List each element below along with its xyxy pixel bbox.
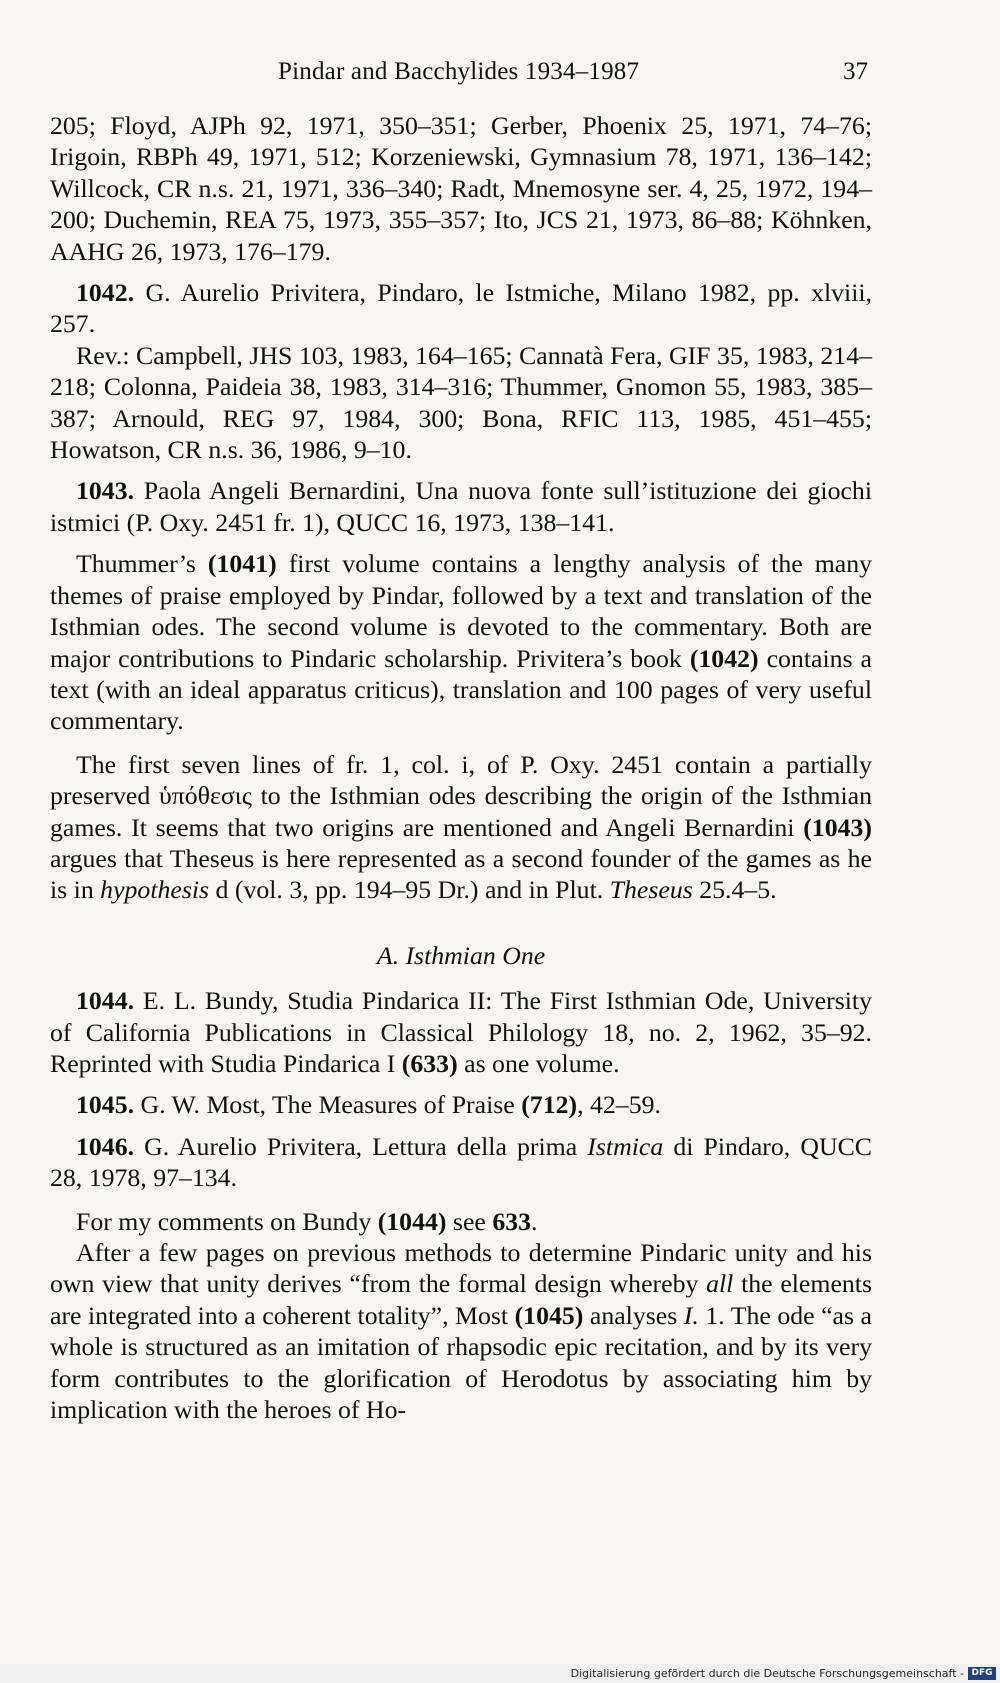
text-run: After a few pages on previous methods to determine Pindaric unity and his own view that unity derives “from the formal design whereby — [50, 1238, 872, 1299]
running-header — [50, 58, 868, 92]
text-run: 1. The ode “as a whole is structured as an imitation of rhapsodic epic recitation, and by its very form contributes to the glorification of Herodotus by associating him by implication with the heroes of Ho- — [50, 1300, 873, 1425]
paragraph-pap-oxy — [50, 749, 872, 906]
cross-reference: 633 — [492, 1206, 532, 1236]
text-run: For my comments on Bundy — [76, 1206, 378, 1236]
entry-1046 — [50, 1131, 872, 1194]
italic-run: Istmica — [587, 1131, 664, 1161]
italic-run: I. — [683, 1300, 699, 1330]
entry-1042-reviews: Rev.: Campbell, JHS 103, 1983, 164–165; Cannatà Fera, GIF 35, 1983, 214–218; Colonna, Paideia 38, 1983, 314–316; Thummer, Gnomon 55, 1983, 385–387; Arnould, REG 97, 1984, 300; Bona, RFIC 113, 1985, 451–455; Howatson, CR n.s. 36, 1986, 9–10. — [50, 340, 872, 465]
entry-1045 — [50, 1089, 872, 1120]
italic-run: all — [706, 1269, 734, 1299]
text-run: E. L. Bundy, Studia Pindarica II: The First Isthmian Ode, University of California Publications in Classical Philology 18, no. 2, 1962, 35–92. Reprinted with Studia Pindarica I — [50, 986, 872, 1078]
text-run: analyses — [583, 1300, 684, 1330]
cross-reference: (712) — [521, 1090, 578, 1120]
cross-reference: (1045) — [514, 1300, 584, 1330]
cross-reference: (1041) — [207, 549, 277, 579]
italic-run: hypothesis — [100, 875, 210, 905]
dfg-logo: DFG — [968, 1667, 996, 1680]
text-run: see — [446, 1206, 493, 1236]
text-run: G. W. Most, The Measures of Praise — [140, 1090, 522, 1120]
paragraph-most-unity — [50, 1237, 872, 1425]
entry-number: 1045. — [76, 1090, 135, 1120]
entry-1041-continuation: 205; Floyd, AJPh 92, 1971, 350–351; Gerber, Phoenix 25, 1971, 74–76; Irigoin, RBPh 49, 1971, 512; Korzeniewski, Gymnasium 78, 1971, 136–142; Willcock, CR n.s. 21, 1971, 336–340; Radt, Mnemosyne ser. 4, 25, 1972, 194–200; Duchemin, REA 75, 1973, 355–357; Ito, JCS 21, 1973, 86–88; Köhnken, AAHG 26, 1973, 176–179. — [50, 111, 872, 266]
cross-reference: (1042) — [689, 643, 759, 673]
paragraph-thummer-privitera — [50, 548, 872, 736]
cross-reference: (633) — [401, 1048, 458, 1078]
entry-text: G. Aurelio Privitera, Pindaro, le Istmiche, Milano 1982, pp. xlviii, 257. — [50, 278, 872, 339]
entry-number: 1046. — [76, 1131, 135, 1161]
text-run: the elements are integrated into a coherent totality”, Most — [50, 1269, 873, 1330]
entry-1044 — [50, 985, 872, 1079]
text-run: argues that Theseus is here represented as a second founder of the games as he is in — [50, 843, 872, 905]
running-title: Pindar and Bacchylides 1934–1987 — [278, 58, 640, 85]
text-run: , 42–59. — [577, 1090, 661, 1120]
text-run: The first seven lines of fr. 1, col. i, of P. Oxy. 2451 contain a partially preserved ὑπόθεσις to the Isthmian odes describing the origin of the Isthmian games. It seems that two origins are mentioned and Angeli Bernardini — [50, 749, 872, 842]
text-run: di Pindaro, QUCC 28, 1978, 97–134. — [50, 1131, 872, 1193]
entry-number: 1043. — [76, 476, 135, 506]
text-run: first volume contains a lengthy analysis of the many themes of praise employed by Pindar, followed by a text and translation of the Isthmian odes. The second volume is devoted to the commentary. Both are major contributions to Pindaric scholarship. Privitera’s book — [50, 549, 873, 673]
cross-reference: (1044) — [377, 1206, 447, 1236]
paragraph-bundy-comment — [50, 1206, 872, 1237]
cross-reference: (1043) — [803, 812, 872, 842]
section-heading: A. Isthmian One — [376, 940, 546, 970]
entry-number: 1042. — [76, 278, 135, 308]
text-run: Thummer’s — [76, 549, 208, 579]
text-run: . — [531, 1206, 538, 1236]
funding-credit: Digitalisierung gefördert durch die Deutsche Forschungsgemeinschaft - — [570, 1667, 964, 1680]
text-run: d (vol. 3, pp. 194–95 Dr.) and in Plut. — [209, 875, 610, 905]
entry-number: 1044. — [76, 986, 135, 1016]
entry-1043 — [50, 475, 872, 538]
page-number: 37 — [843, 58, 868, 85]
entry-text: Paola Angeli Bernardini, Una nuova fonte sull’istituzione dei giochi istmici (P. Oxy. 2451 fr. 1), QUCC 16, 1973, 138–141. — [50, 476, 872, 537]
text-run: contains a text (with an ideal apparatus criticus), translation and 100 pages of very useful commentary. — [50, 643, 872, 736]
digitization-footer — [0, 1664, 1000, 1683]
page-body — [50, 110, 872, 1425]
text-run: 25.4–5. — [692, 875, 777, 905]
text-run: G. Aurelio Privitera, Lettura della prima — [144, 1131, 588, 1161]
entry-1042 — [50, 277, 872, 340]
text-run: as one volume. — [457, 1048, 620, 1078]
italic-run: Theseus — [609, 875, 693, 905]
